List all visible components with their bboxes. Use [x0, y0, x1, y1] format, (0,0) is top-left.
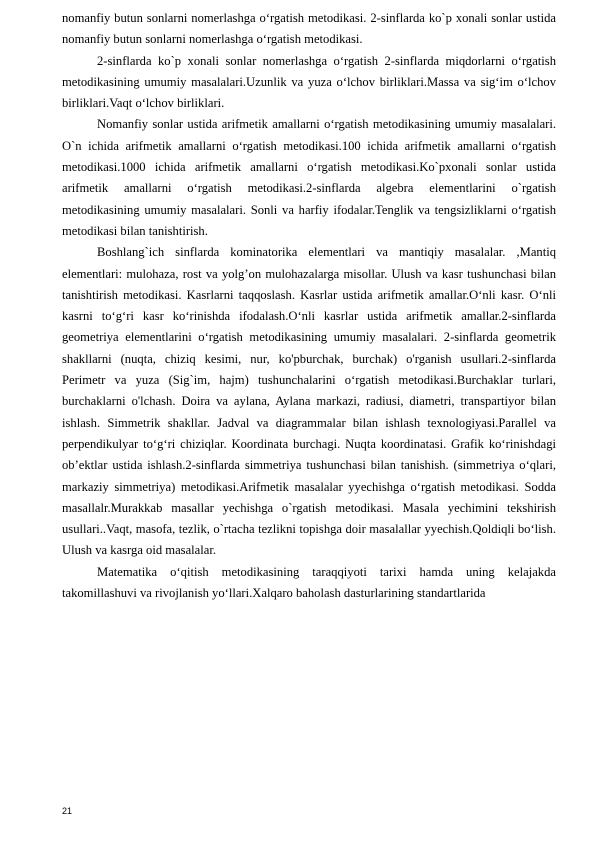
- paragraph-1: nomanfiy butun sonlarni nomerlashga o‘rgatish metodikasi. 2-sinflarda ko`p xonali sonlar ustida nomanfiy butun sonlarni nomerlashga o‘rgatish metodikasi.: [62, 11, 556, 47]
- page-number: 21: [62, 806, 73, 816]
- paragraph-3: Nomanfiy sonlar ustida arifmetik amallarni o‘rgatish metodikasining umumiy masalalari. O`n ichida arifmetik amallarni o‘rgatish metodikasi.100 ichida arifmetik amallarni o‘rgatish metodikasi.1000 ichida arifmetik amallarni o‘rgatish metodikasi.Ko`pxonali sonlar ustida arifmetik amallarni o‘rgatish metodikasi.2-sinflarda algebra elementlarini o`rgatish metodikasining umumiy masalalari. Sonli va harfiy ifodalar.Tenglik va tengsizliklarni o‘rgatish metodikasi bilan tanishtirish.: [62, 117, 556, 238]
- body-text: [62, 8, 556, 604]
- paragraph-5: Matematika o‘qitish metodikasining taraqqiyoti tarixi hamda uning kelajakda takomillashuvi va rivojlanish yo‘llari.Xalqaro baholash dasturlarining standartlarida: [62, 564, 556, 601]
- paragraph-2: 2-sinflarda ko`p xonali sonlar nomerlashga o‘rgatish 2-sinflarda miqdorlarni o‘rgatish metodikasining umumiy masalalari.Uzunlik va yuza o‘lchov birliklari.Massa va sig‘im o‘lchov birliklari.Vaqt o‘lchov birliklari.: [62, 53, 556, 111]
- paragraph-4: Boshlang`ich sinflarda kominatorika elementlari va mantiqiy masalalar. ,Mantiq elementlari: mulohaza, rost va yolg’on mulohazalarga misollar. Ulush va kasr tushunchasi bilan tanishtirish metodikasi. Kasrlarni taqqoslash. Kasrlar ustida arifmetik amallar.O‘nli kasr. O‘nli kasrni to‘g‘ri kasr ko‘rinishda ifodalash.O‘nli kasrlar ustida arifmetik amallar.2-sinflarda geometriya elementlarini o‘rgatish metodikasining umumiy masalalari. 2-sinflarda geometrik shakllarni (nuqta, chiziq kesimi, nur, ko'pburchak, burchak) o'rganish usullari.2-sinflarda Perimetr va yuza (Sig`im, hajm) tushunchalarini o‘rgatish metodikasi.Burchaklar turlari, burchaklarni o'lchash. Doira va aylana, Aylana markazi, radiusi, diametri, transpartiyor bilan ishlash. Simmetrik shakllar. Jadval va diagrammalar bilan ishlash texnologiyasi.Parallel va perpendikulyar to‘g‘ri chiziqlar. Koordinata burchagi. Nuqta koordinatasi. Grafik ko‘rinishdagi ob’ektlar ustida ishlash.2-sinflarda simmetriya tushunchasi bilan tanishish. (simmetriya o‘qlari, markaziy simmetriya) metodikasi.Arifmetik masalalar yyechishga o‘rgatish metodikasi. Sodda masallalr.Murakkab masallar yechishga o`rgatish metodikasi. Masala yechimini tekshirish usullari..Vaqt, masofa, tezlik, o`rtacha tezlikni topishga doir masalallar yyechish.Qoldiqli bo‘lish. Ulush va kasrga oid masalalar.: [62, 245, 556, 558]
